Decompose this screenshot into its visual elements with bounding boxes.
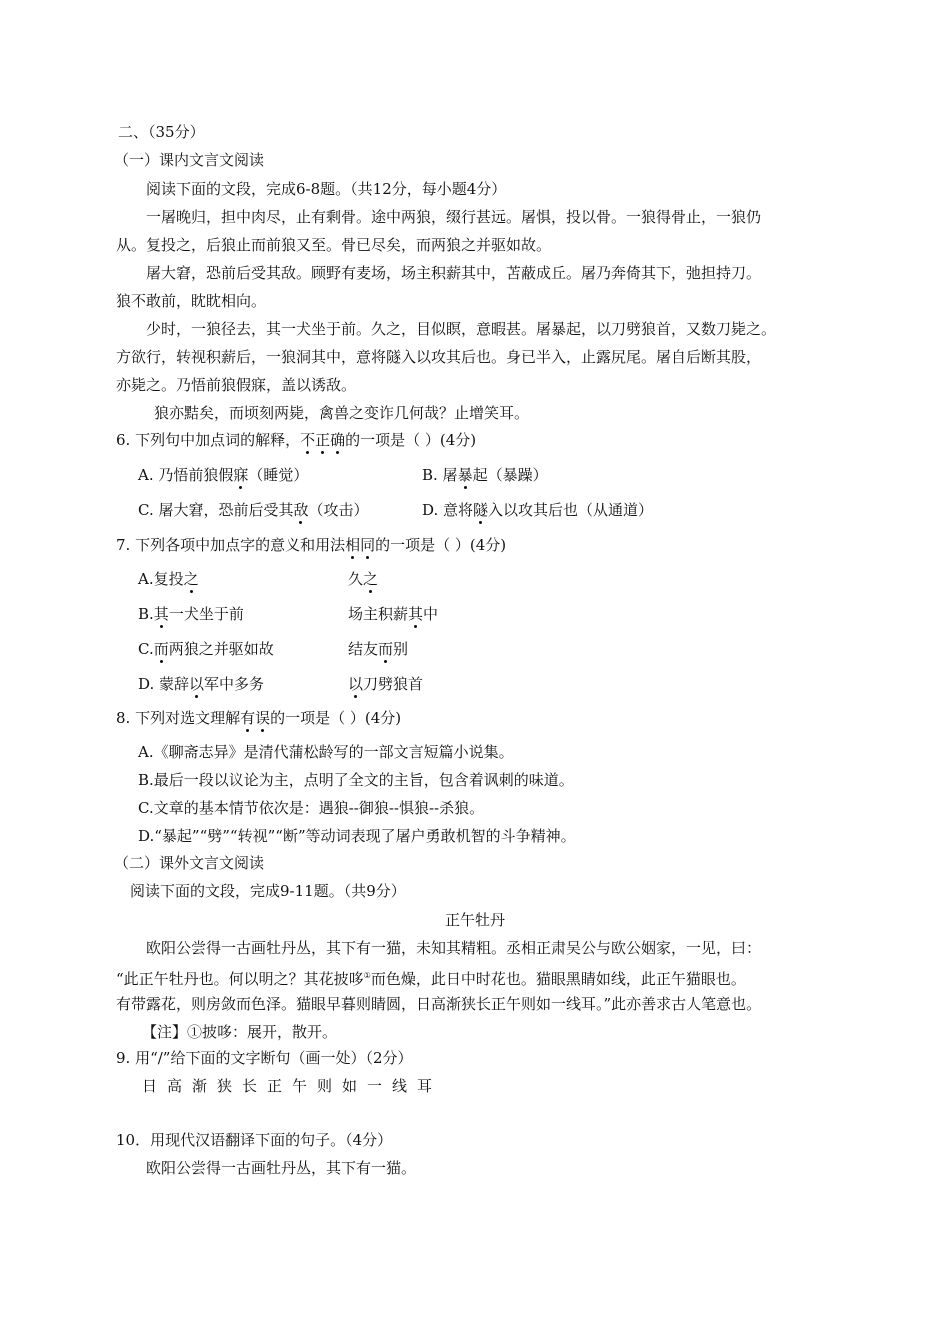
footnote: 【注】①披哆：展开，散开。 [142, 1023, 338, 1041]
question-7-option-c[interactable]: C.而两狼之并驱如故 结友而别 [138, 640, 409, 658]
passage-title: 正午牡丹 [444, 911, 505, 929]
question-7-option-b[interactable]: B.其一犬坐于前 场主积薪其中 [138, 605, 439, 623]
question-6-option-c[interactable]: C. 屠大窘，恐前后受其敌（攻击） [138, 501, 369, 519]
question-8-option-c[interactable]: C.文章的基本情节依次是：遇狼--御狼--惧狼--杀狼。 [138, 799, 485, 817]
emphasis-dotted [300, 431, 345, 449]
question-6-stem: 6. 下列句中加点词的解释，不正确的一项是（ ）(4分) [116, 431, 477, 449]
question-8-option-b[interactable]: B.最后一段以议论为主，点明了全文的主旨，包含着讽刺的味道。 [138, 771, 574, 789]
question-7-option-d[interactable]: D. 蒙辞以军中多务 以刀劈狼首 [138, 675, 424, 693]
question-6-option-b[interactable]: B. 屠暴起（暴躁） [422, 466, 548, 484]
question-8-option-a[interactable]: A.《聊斋志异》是清代蒲松龄写的一部文言短篇小说集。 [138, 743, 514, 761]
emphasis-dotted [345, 536, 375, 554]
dotted-char: 误 [255, 709, 271, 727]
part2-heading: （二）课外文言文阅读 [114, 854, 265, 872]
dotted-char: 正 [315, 431, 331, 449]
dotted-char: 不 [300, 431, 316, 449]
question-8-stem: 8. 下列对选文理解有误的一项是（ ）(4分) [116, 709, 402, 727]
part1-instruction: 阅读下面的文段，完成6-8题。（共12分，每小题4分） [146, 180, 507, 198]
emphasis-dotted [240, 709, 270, 727]
question-10-stem: 10．用现代汉语翻译下面的句子。（4分） [116, 1131, 393, 1149]
dotted-char: 同 [360, 536, 376, 554]
dotted-char: 有 [240, 709, 256, 727]
question-7-stem: 7. 下列各项中加点字的意义和用法相同的一项是（ ）(4分) [116, 536, 507, 554]
question-9-text[interactable]: 日高渐狭长正午则如一线耳 [142, 1077, 443, 1095]
question-10-sentence: 欧阳公尝得一古画牡丹丛，其下有一猫。 [146, 1159, 417, 1177]
section-heading: 二、（35分） [118, 123, 205, 141]
dotted-char: 确 [330, 431, 346, 449]
question-7-option-a[interactable]: A.复投之 久之 [138, 570, 379, 588]
question-8-option-d[interactable]: D.“暴起”“劈”“转视”“断”等动词表现了屠户勇敢机智的斗争精神。 [138, 827, 576, 845]
footnote-marker: ① [363, 971, 371, 980]
question-6-option-d[interactable]: D. 意将隧入以攻其后也（从通道） [422, 501, 654, 519]
dotted-char: 相 [345, 536, 361, 554]
part1-heading: （一）课内文言文阅读 [114, 151, 265, 169]
part2-instruction: 阅读下面的文段，完成9-11题。（共9分） [130, 882, 406, 900]
question-9-stem: 9. 用“/”给下面的文字断句（画一处）（2分） [116, 1049, 413, 1067]
question-6-option-a[interactable]: A. 乃悟前狼假寐（睡觉） [138, 466, 309, 484]
